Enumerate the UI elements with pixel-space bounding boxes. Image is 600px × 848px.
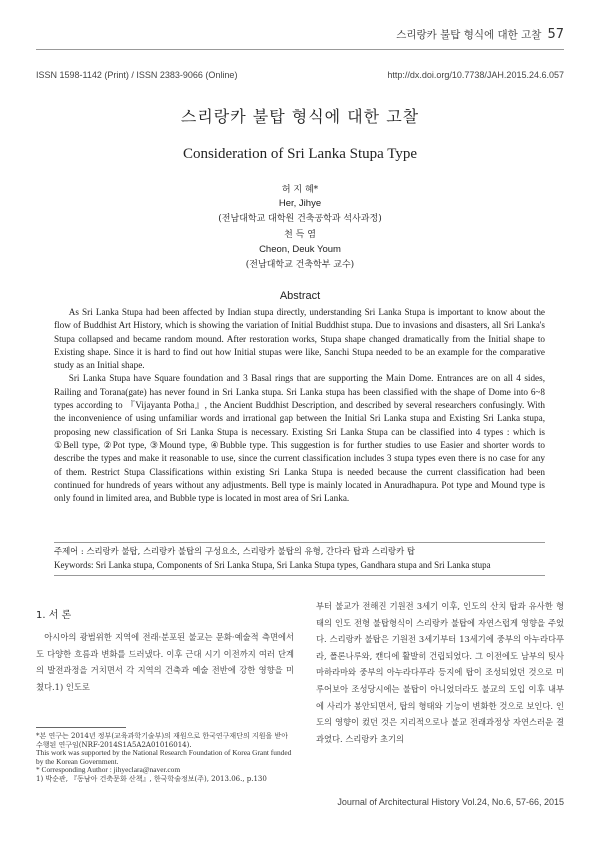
abstract-paragraph-1: As Sri Lanka Stupa had been affected by Indian stupa directly, understanding Sri Lanka Stupa is important to know about the flow of Buddhist Art History, which is showing the variation of Initial Buddhist stupa. Due to invasions and disasters, all Sri Lanka's Stupa collapsed and became random mound. After restoration works, Stupa shape changed dramatically from the Initial shape to Existing shape. Since it is hard to find out how Initial stupas were like, Sanchi Stupa needed to be an example for the comparative study as an Initial shape. [54,307,545,371]
running-title: 스리랑카 불탑 형식에 대한 고찰 [396,29,542,41]
abstract-body [54,306,545,505]
journal-footer: Journal of Architectural History Vol.24, No.6, 57-66, 2015 [337,797,564,807]
keywords-rule-bottom [54,575,545,576]
page-number: 57 [547,27,564,42]
author-1-affiliation: (전남대학교 대학원 건축공학과 석사과정) [218,214,382,224]
footnote-rule [36,727,126,728]
doi-link[interactable]: http://dx.doi.org/10.7738/JAH.2015.24.6.057 [387,70,564,80]
keywords-english: Keywords: Sri Lanka stupa, Components of Sri Lanka Stupa, Sri Lanka Stupa types, Gandhara stupa and Sri Lanka stupa [54,560,491,570]
abstract-paragraph-2: Sri Lanka Stupa have Square foundation and 3 Basal rings that are supporting the Main Dome. Entrances are on all 4 sides, Railing and Torana(gate) has never found in Sri Lanka stupa. Sri Lanka stupa has been classified with the shape of Dome into 6~8 types according to 『Vijayanta Potha』, the Ancient Buddhist Description, and described by several researchers confusingly. With the inconvenience of using unfamiliar words and irrational gap between the Initial Sri Lanka stupa and Existing Sri Lanka stupa, proposing new classification of Sri Lanka Stupa is necessary. Existing Sri Lanka Stupa can be classified into 4 types : which is ①Bell type, ②Pot type, ③Mound type, ④Bubble type. This suggestion is for further studies to use Easier and shorter words to describe the types and make it reasonable to use, since the current classification includes 3 stupa types even there is no case for any of them. Restrict Stupa Classifications within existing Sri Lanka Stupa is needed because the current classification had been continued for hundreds of years without any adjustments. Bell type is mainly located in Anuradhapura. Pot type and Mound type is only found in limited area, and Bubble type is located in most area of Sri Lanka. [54,373,545,504]
keywords-korean: 주제어 : 스리랑카 불탑, 스리랑카 불탑의 구성요소, 스리랑카 불탑의 유형, 간다라 탑과 스리랑카 탑 [54,546,415,556]
author-2-name-en: Cheon, Deuk Youm [259,244,341,255]
keywords-rule-top [54,542,545,543]
running-header [396,27,564,42]
issn: ISSN 1598-1142 (Print) / ISSN 2383-9066 (Online) [36,70,238,80]
body-left-paragraph: 아시아의 광범위한 지역에 전래·분포된 불교는 문화·예술적 측면에서도 다양한 흐름과 변화를 드러냈다. 이후 근대 시기 이전까지 여러 단계의 발전과정을 거치면서 각 지역의 건축과 예술 전반에 강한 영향을 미쳤다.1) 인도로 [36,632,294,692]
section-heading: 1. 서 론 [36,610,72,621]
author-2-affiliation: (전남대학교 건축학부 교수) [245,260,355,270]
footnote-1: 1) 박순관, 『동남아 건축문화 산책』, 한국학술정보(주), 2013.06., p.130 [36,774,267,783]
footnotes [36,732,294,784]
abstract-heading: Abstract [279,290,321,302]
header-rule [36,49,564,50]
title-english: Consideration of Sri Lanka Stupa Type [182,146,418,162]
body-right-column [316,598,564,747]
footnote-corresponding-author: * Corresponding Author : jihyeclara@naver.com [36,765,181,775]
body-right-paragraph: 부터 불교가 전해진 기원전 3세기 이후, 인도의 산치 탑과 유사한 형태의 인도 전형 불탑형식이 스리랑카 불탑에 자연스럽게 영향을 주었다. 스리랑카 불탑은 기원전 3세기부터 13세기에 중부의 아누라다푸라, 폴론나루와, 캔디에 활발히 건립되었다. 그 이전에도 남부의 팃사마하라마와 중부의 아누라다푸라 등지에 탑이 조성되었던 것으로 미루어보아 조성당시에는 불탑이 아니었더라도 불교의 도입 이후 내부에 사리가 봉안되면서, 탑의 형태와 기능이 변화한 것으로 보인다. 인도의 영향이 컸던 것은 지리적으로나 불교 전래과정상 자연스러운 결과였다. 스리랑카 초기의 [316,601,564,744]
author-1-name-ko: 허 지 혜* [281,185,319,195]
author-1-name-en: Her, Jihye [278,198,322,209]
title-korean: 스리랑카 불탑 형식에 대한 고찰 [180,107,420,126]
footnote-funding-ko: *본 연구는 2014년 정부(교육과학기술부)의 재원으로 한국연구재단의 지원을 받아 수행된 연구임(NRF-2014S1A5A2A01016014). [36,732,288,749]
footnote-funding-en: This work was supported by the National Research Foundation of Korea Grant funded by the Korean Government. [36,748,292,766]
author-2-name-ko: 천 득 염 [284,230,316,240]
body-left-column [36,629,294,695]
